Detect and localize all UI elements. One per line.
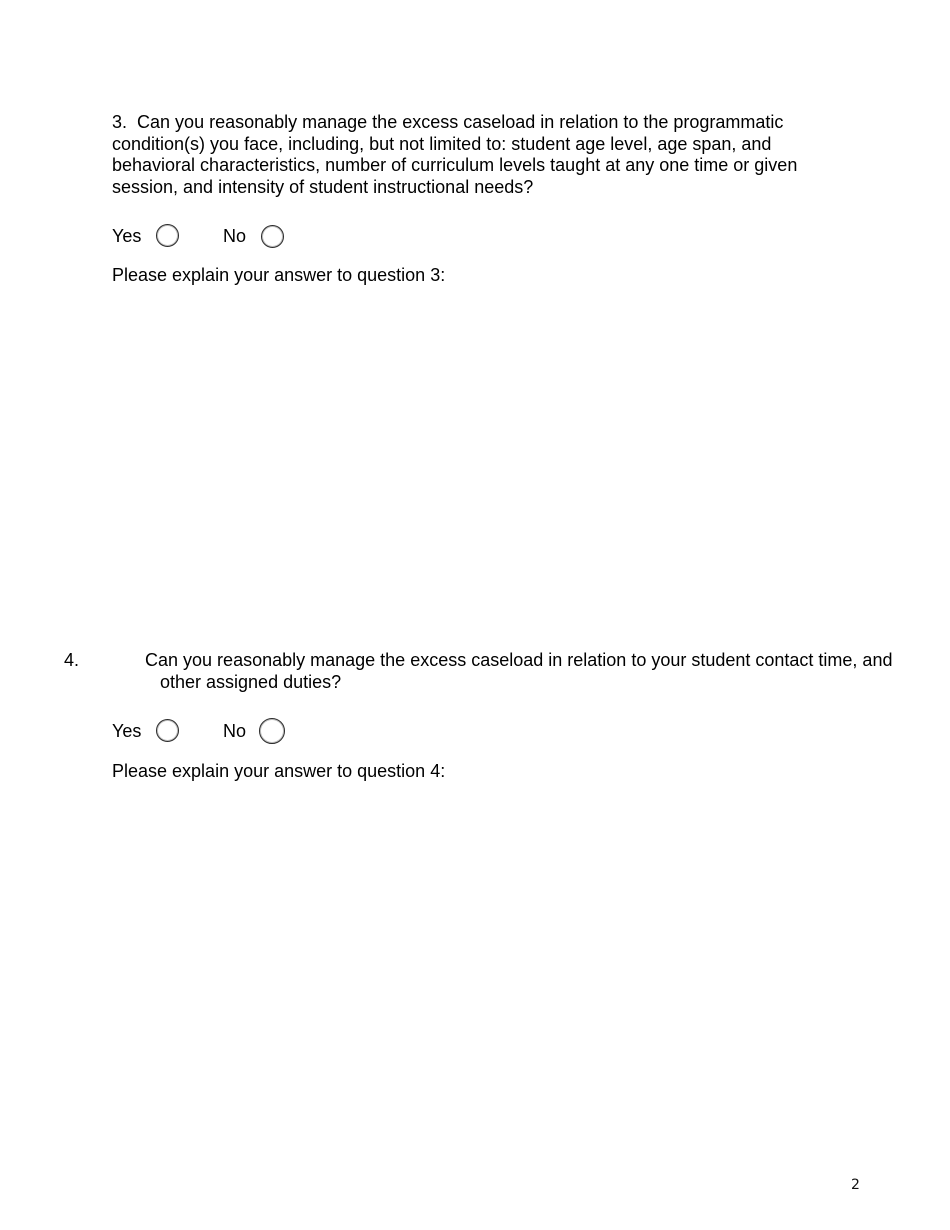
question-3-text	[112, 112, 852, 198]
question-4-number: 4.	[64, 650, 80, 670]
question-3-yes-label: Yes	[112, 226, 142, 246]
question-3-number: 3.	[112, 112, 128, 132]
question-4-no-label: No	[223, 721, 247, 741]
question-3-answer-field[interactable]	[112, 292, 854, 636]
question-3-explain-label: Please explain your answer to question 3:	[112, 265, 446, 285]
question-4-yes-label: Yes	[112, 721, 142, 741]
question-3-no-label: No	[223, 226, 247, 246]
page-number: 2	[851, 1177, 860, 1193]
question-4-explain-label: Please explain your answer to question 4:	[112, 761, 446, 781]
question-3-yes-radio[interactable]	[156, 224, 179, 247]
question-4-no-radio[interactable]	[259, 718, 285, 744]
question-3-prompt: Can you reasonably manage the excess caseload in relation to the programmatic condition(s) you face, including, but not limited to: student age level, age span, and behavioral characteristics, number of curriculum levels taught at any one time or given session, and intensity of student instructional needs?	[112, 112, 798, 197]
question-4-prompt: Can you reasonably manage the excess caseload in relation to your student contact time, and other assigned duties?	[145, 650, 893, 692]
question-4-answer-field[interactable]	[112, 788, 854, 1162]
question-3-no-radio[interactable]	[261, 225, 284, 248]
question-4-text	[64, 650, 900, 693]
question-4-yes-radio[interactable]	[156, 719, 179, 742]
